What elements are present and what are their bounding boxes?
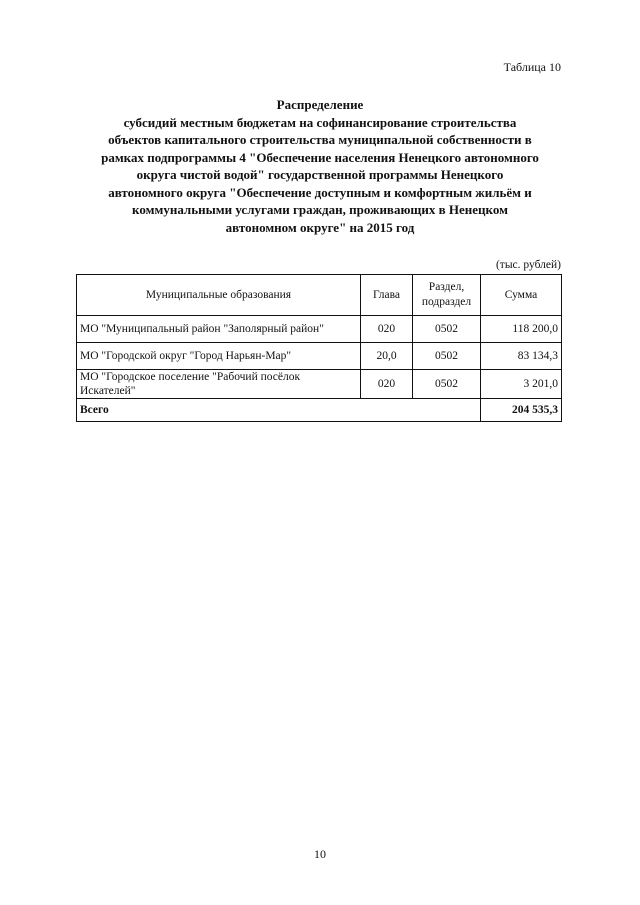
title-line: Распределение <box>276 97 364 112</box>
table-number-label: Таблица 10 <box>503 60 561 74</box>
page-number: 10 <box>314 847 326 861</box>
column-header-amount: Сумма <box>481 275 562 316</box>
units-label: (тыс. рублей) <box>495 259 561 271</box>
cell-chapter: 020 <box>361 370 413 399</box>
column-header-chapter: Глава <box>361 275 413 316</box>
title-line: автономном округе" на 2015 год <box>225 219 415 235</box>
table-row <box>77 343 562 370</box>
title-line: объектов капитального строительства муниципальной собственности в <box>108 132 532 147</box>
cell-section: 0502 <box>413 370 481 399</box>
table-row <box>77 370 562 399</box>
column-header-section-line2: подраздел <box>421 296 472 308</box>
cell-total-amount: 204 535,3 <box>481 399 562 422</box>
title-line: коммунальными услугами граждан, проживающих в Ненецком <box>132 202 508 217</box>
title-line: округа чистой водой" государственной программы Ненецкого <box>136 167 504 182</box>
cell-total-label: Всего <box>77 399 481 422</box>
document-title <box>60 96 580 236</box>
cell-section: 0502 <box>413 316 481 343</box>
title-line: автономного округа "Обеспечение доступным и комфортным жильём и <box>108 184 532 200</box>
cell-amount: 3 201,0 <box>481 370 562 399</box>
cell-section: 0502 <box>413 343 481 370</box>
title-line: рамках подпрограммы 4 "Обеспечение населения Ненецкого автономного <box>101 149 539 165</box>
cell-chapter: 20,0 <box>361 343 413 370</box>
cell-amount: 83 134,3 <box>481 343 562 370</box>
cell-municipality: МО "Городской округ "Город Нарьян-Мар" <box>77 343 361 370</box>
table-header-row <box>77 275 562 316</box>
column-header-section-line1: Раздел, <box>428 281 465 293</box>
cell-chapter: 020 <box>361 316 413 343</box>
table-total-row <box>77 399 562 422</box>
table-row <box>77 316 562 343</box>
column-header-municipality: Муниципальные образования <box>77 275 361 316</box>
cell-municipality: МО "Городское поселение "Рабочий посёлок Искателей" <box>77 370 361 399</box>
cell-municipality: МО "Муниципальный район "Заполярный район" <box>77 316 361 343</box>
column-header-section <box>413 275 481 316</box>
title-line: субсидий местным бюджетам на софинансирование строительства <box>123 114 517 130</box>
cell-amount: 118 200,0 <box>481 316 562 343</box>
subsidy-table <box>76 274 562 422</box>
